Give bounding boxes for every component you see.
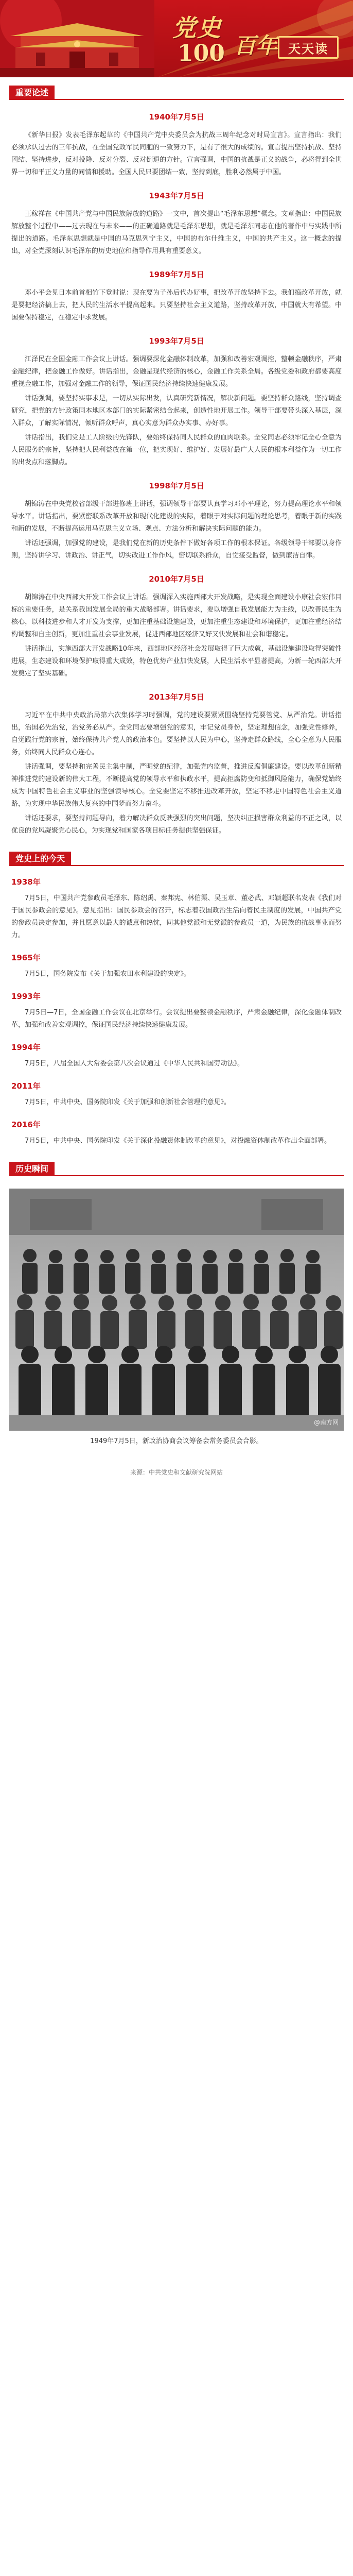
article-paragraph: 《新华日报》发表毛泽东起草的《中国共产党中央委员会为抗战三周年纪念对时局宣言》。宣言指出：我们必须承认过去的三年抗战，在全国党政军民同胞的一致努力下，是有了很大的成绩的。宣言提出坚持抗战、坚持团结、坚持进步，反对投降、反对分裂、反对倒退的方针。宣言强调，中国的抗战是正义的战争，必将得到全世界一切和平正义力量的同情和援助。全国人民只要团结一致，坚持到底，胜利必然属于中国。 bbox=[11, 131, 342, 176]
article-paragraph: 胡锦涛在中央党校省部级干部进修班上讲话，强调领导干部要认真学习邓小平理论，努力提高理论水平和领导水平。讲话指出，要紧密联系改革开放和现代化建设的实际，着眼于对实际问题的理论思考，着眼于新的实践和新的发展，不断提高运用马克思主义立场、观点、方法分析和解决实际问题的能力。 bbox=[11, 500, 342, 533]
history-item bbox=[11, 952, 342, 980]
today-in-history-list bbox=[0, 876, 353, 1147]
history-year: 1938年 bbox=[11, 877, 41, 887]
article bbox=[11, 480, 342, 562]
tiananmen-illustration bbox=[0, 0, 154, 77]
history-item bbox=[11, 876, 342, 942]
article-paragraph: 讲话指出，实施西部大开发战略10年来，西部地区经济社会发展取得了巨大成就，基础设施建设取得突破性进展，生态建设和环境保护取得重大成效，特色优势产业加快发展，人民生活水平显著提高，为新一轮西部大开发奠定了坚实基础。 bbox=[11, 645, 342, 677]
article bbox=[11, 573, 342, 680]
history-year: 1965年 bbox=[11, 953, 41, 962]
section-label: 历史瞬间 bbox=[9, 1162, 55, 1176]
article-paragraph: 胡锦涛在中央西部大开发工作会议上讲话。强调深入实施西部大开发战略，是实现全面建设小康社会宏伟目标的重要任务，是关系我国发展全局的重大战略部署。讲话要求，要以增强自我发展能力为主线，以改善民生为核心，以科技进步和人才开发为支撑，更加注重基础设施建设，更加注重生态建设和环境保护，更加注重经济结构调整和自主创新，更加注重社会事业发展，促进西部地区经济又好又快发展和社会和谐稳定。 bbox=[11, 594, 342, 638]
history-year: 1994年 bbox=[11, 1043, 41, 1052]
photo-watermark: @南方网 bbox=[313, 1419, 339, 1426]
banner-stamp: 天天读 bbox=[278, 36, 339, 59]
section-divider bbox=[9, 99, 344, 100]
article bbox=[11, 111, 342, 179]
article-date: 1993年7月5日 bbox=[149, 336, 204, 346]
section-header-today-in-history bbox=[0, 852, 353, 866]
article-paragraph: 讲话强调，要坚持实事求是，一切从实际出发，认真研究新情况，解决新问题。要坚持群众路线，坚持调查研究，把党的方针政策同本地区本部门的实际紧密结合起来，创造性地开展工作。领导干部要带头深入基层，深入群众，了解实际情况，倾听群众呼声，真心实意为群众办实事、办好事。 bbox=[11, 395, 342, 427]
history-text: 7月5日，中共中央、国务院印发《关于深化投融资体制改革的意见》，对投融资体制改革作出全面部署。 bbox=[25, 1137, 331, 1145]
history-text: 7月5日，中共中央、国务院印发《关于加强和创新社会管理的意见》。 bbox=[25, 1098, 231, 1106]
article-date: 1943年7月5日 bbox=[149, 191, 204, 200]
section-label: 党史上的今天 bbox=[9, 852, 71, 866]
article-paragraph: 王稼祥在《中国共产党与中国民族解放的道路》一文中，首次提出“毛泽东思想”概念。文章指出：中国民族解放整个过程中——过去现在与未来——的正确道路就是毛泽东思想，就是毛泽东同志在他的著作中与实践中所提出的道路。毛泽东思想就是中国的马克思列宁主义，中国的布尔什维主义，中国的共产主义。这一概念的提出，对全党深刻认识毛泽东的历史地位和指导作用具有重要意义。 bbox=[11, 210, 342, 255]
history-text: 7月5日，中国共产党参政员毛泽东、陈绍禹、秦邦宪、林伯渠、吴玉章、董必武、邓颖超联名发表《我们对于国民参政会的意见》。意见指出：国民参政会的召开，标志着我国政治生活向着民主制度的发展，中国共产党的参政员决定参加，并且愿意以最大的诚意和热忱，同其他党派和无党派的参政员一道，为民族的抗战事业而努力。 bbox=[11, 894, 342, 939]
history-year: 1993年 bbox=[11, 992, 41, 1001]
banner-year-text: 百年 bbox=[234, 33, 278, 58]
article-paragraph: 邓小平会见日本前首相竹下登时说：现在要为子孙后代办好事，把改革开放坚持下去。我们搞改革开放，就是要把经济搞上去，把人民的生活水平提高起来。只要坚持社会主义道路，坚持改革开放，中国就大有希望。中国要保持稳定，在稳定中求发展。 bbox=[11, 289, 342, 321]
section-header-historic-moment bbox=[0, 1162, 353, 1176]
article-paragraph: 讲话还强调，加强党的建设，是我们党在新的历史条件下做好各项工作的根本保证。各级领导干部要以身作则，坚持讲学习、讲政治、讲正气，切实改进工作作风，密切联系群众，自觉接受监督，做到廉洁自律。 bbox=[11, 539, 342, 560]
banner-title: 党史 bbox=[172, 14, 222, 42]
section-label: 重要论述 bbox=[9, 86, 55, 100]
history-item bbox=[11, 1042, 342, 1070]
article-paragraph: 习近平在中共中央政治局第六次集体学习时强调，党的建设要紧紧围绕坚持党要管党、从严治党。讲话指出，治国必先治党，治党务必从严。全党同志要增强党的意识，牢记党员身份，坚定理想信念，加强党性修养，自觉践行党的宗旨，始终保持共产党人的政治本色。要坚持以人民为中心，坚持走群众路线，全心全意为人民服务，始终同人民群众心连心。 bbox=[11, 711, 342, 756]
section-header-important-statements bbox=[0, 86, 353, 100]
banner-number: 100 bbox=[178, 40, 225, 66]
article-date: 2013年7月5日 bbox=[149, 692, 204, 702]
article bbox=[11, 335, 342, 469]
history-year: 2016年 bbox=[11, 1120, 41, 1129]
group-photo-illustration bbox=[9, 1189, 344, 1431]
article-date: 1940年7月5日 bbox=[149, 112, 204, 122]
article-date: 2010年7月5日 bbox=[149, 574, 204, 584]
article-paragraph: 江泽民在全国金融工作会议上讲话。强调要深化金融体制改革，加强和改善宏观调控，整顿金融秩序，严肃金融纪律，把金融工作做好。讲话指出，金融是现代经济的核心，金融工作关系全局。各级党委和政府都要高度重视金融工作，加强对金融工作的领导，保证国民经济持续快速健康发展。 bbox=[11, 355, 342, 388]
section-divider bbox=[9, 865, 344, 866]
photo-caption: 1949年7月5日，新政治协商会议筹备会常务委员会合影。 bbox=[90, 1437, 263, 1445]
article-paragraph: 讲话强调，要坚持和完善民主集中制，严明党的纪律，加强党内监督，推进反腐倡廉建设。要以改革创新精神推进党的建设新的伟大工程，不断提高党的领导水平和执政水平，提高拒腐防变和抵御风险能力，确保党始终成为中国特色社会主义事业的坚强领导核心。全党要坚定不移推进改革开放，坚定不移走中国特色社会主义道路，为实现中华民族伟大复兴的中国梦而努力奋斗。 bbox=[11, 763, 342, 808]
history-item bbox=[11, 1080, 342, 1109]
header-banner bbox=[0, 0, 353, 77]
source-credit: 来源：中共党史和文献研究院网站 bbox=[130, 1469, 223, 1476]
section-divider bbox=[9, 1175, 344, 1176]
article-date: 1998年7月5日 bbox=[149, 481, 204, 490]
article-paragraph: 讲话指出，我们党是工人阶级的先锋队，要始终保持同人民群众的血肉联系。全党同志必须牢记全心全意为人民服务的宗旨，坚持把人民利益放在第一位，把实现好、维护好、发展好最广大人民的根本利益作为一切工作的出发点和落脚点。 bbox=[11, 434, 342, 466]
important-statements-list bbox=[0, 111, 353, 837]
history-year: 2011年 bbox=[11, 1081, 41, 1091]
history-text: 7月5日，八届全国人大常委会第八次会议通过《中华人民共和国劳动法》。 bbox=[25, 1060, 244, 1067]
historic-photo-block bbox=[9, 1189, 344, 1477]
article bbox=[11, 691, 342, 837]
historic-group-photo bbox=[9, 1189, 344, 1431]
article bbox=[11, 190, 342, 258]
history-item bbox=[11, 1119, 342, 1147]
history-item bbox=[11, 991, 342, 1031]
article bbox=[11, 269, 342, 324]
article-date: 1989年7月5日 bbox=[149, 270, 204, 279]
history-text: 7月5日—7日，全国金融工作会议在北京举行。会议提出要整顿金融秩序，严肃金融纪律，深化金融体制改革，加强和改善宏观调控，保证国民经济持续快速健康发展。 bbox=[11, 1009, 342, 1029]
history-text: 7月5日，国务院发布《关于加强农田水利建设的决定》。 bbox=[25, 970, 191, 978]
article-paragraph: 讲话还要求，要坚持问题导向，着力解决群众反映强烈的突出问题，坚决纠正损害群众利益的不正之风，以优良的党风凝聚党心民心，为实现党和国家各项目标任务提供坚强保证。 bbox=[11, 815, 342, 835]
